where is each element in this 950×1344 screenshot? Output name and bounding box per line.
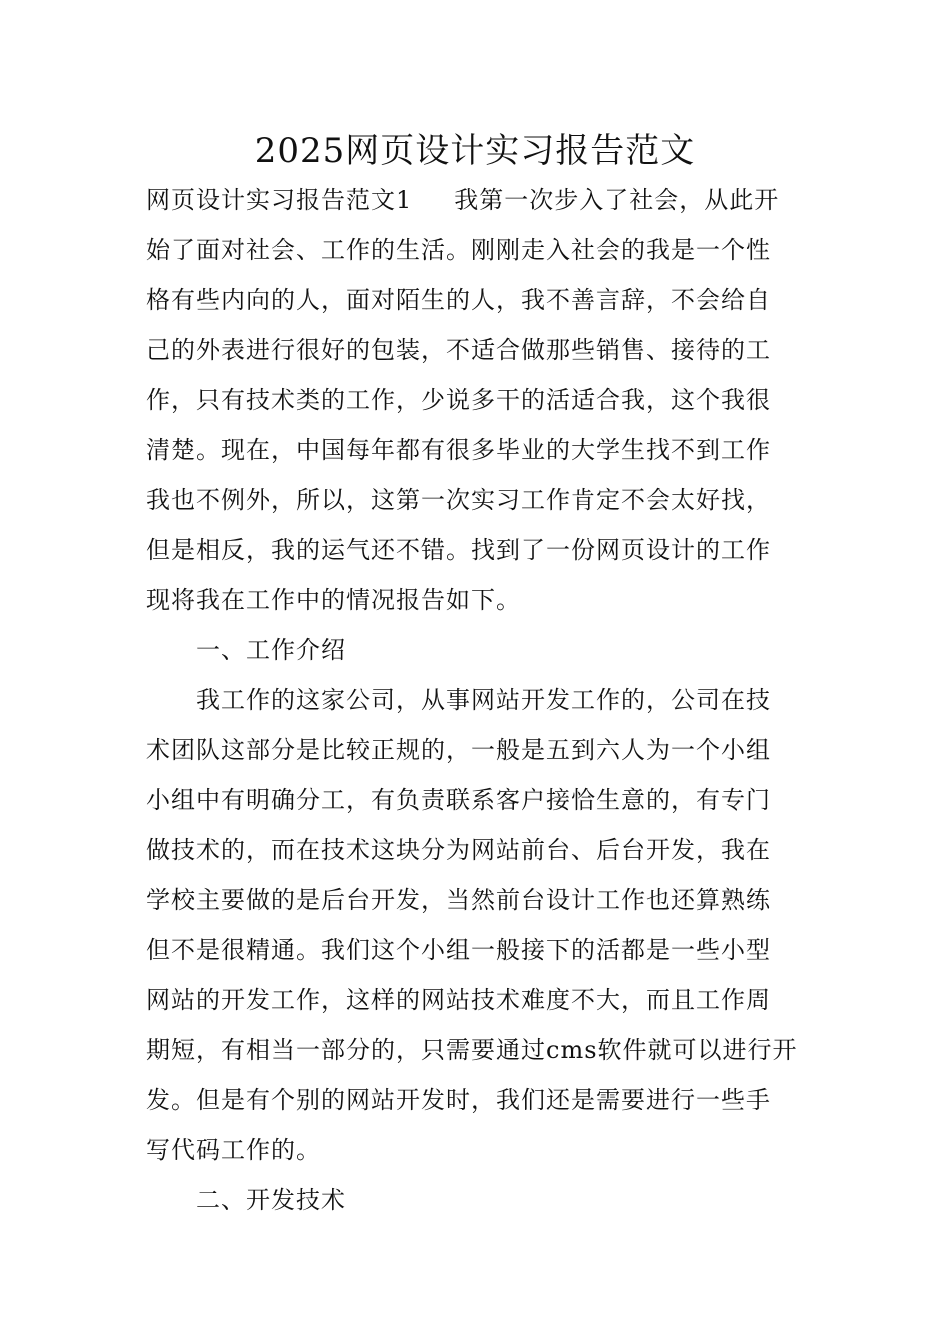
section-heading: 一、工作介绍 bbox=[196, 636, 346, 664]
paragraph-line: 网站的开发工作，这样的网站技术难度不大，而且工作周 bbox=[146, 986, 771, 1014]
section-heading: 二、开发技术 bbox=[196, 1186, 346, 1214]
paragraph-line: 现将我在工作中的情况报告如下。 bbox=[146, 586, 521, 614]
paragraph-line: 格有些内向的人，面对陌生的人，我不善言辞，不会给自 bbox=[146, 286, 771, 314]
paragraph-line: 期短，有相当一部分的，只需要通过cms软件就可以进行开 bbox=[146, 1036, 798, 1064]
paragraph-line: 术团队这部分是比较正规的，一般是五到六人为一个小组 bbox=[146, 736, 771, 764]
paragraph-line: 但不是很精通。我们这个小组一般接下的活都是一些小型 bbox=[146, 936, 771, 964]
document-title: 2025网页设计实习报告范文 bbox=[254, 131, 696, 171]
paragraph-line: 但是相反，我的运气还不错。找到了一份网页设计的工作 bbox=[146, 536, 771, 564]
paragraph-line: 发。但是有个别的网站开发时，我们还是需要进行一些手 bbox=[146, 1086, 771, 1114]
paragraph-line: 作，只有技术类的工作，少说多干的活适合我，这个我很 bbox=[146, 386, 771, 414]
paragraph-line: 始了面对社会、工作的生活。刚刚走入社会的我是一个性 bbox=[146, 236, 771, 264]
paragraph-text: 我第一次步入了社会，从此开 bbox=[454, 186, 780, 214]
paragraph-line: 小组中有明确分工，有负责联系客户接恰生意的，有专门 bbox=[146, 786, 771, 814]
paragraph-line: 做技术的，而在技术这块分为网站前台、后台开发，我在 bbox=[146, 836, 771, 864]
paragraph-line: 我也不例外，所以，这第一次实习工作肯定不会太好找， bbox=[146, 486, 771, 514]
paragraph-line: 己的外表进行很好的包装，不适合做那些销售、接待的工 bbox=[146, 336, 771, 364]
paragraph-line: 清楚。现在，中国每年都有很多毕业的大学生找不到工作 bbox=[146, 436, 771, 464]
paragraph-line: 写代码工作的。 bbox=[146, 1136, 321, 1164]
section-heading: 网页设计实习报告范文1 bbox=[146, 186, 413, 214]
paragraph-line bbox=[146, 184, 806, 216]
paragraph-line: 我工作的这家公司，从事网站开发工作的，公司在技 bbox=[196, 686, 771, 714]
paragraph-line: 学校主要做的是后台开发，当然前台设计工作也还算熟练 bbox=[146, 886, 771, 914]
